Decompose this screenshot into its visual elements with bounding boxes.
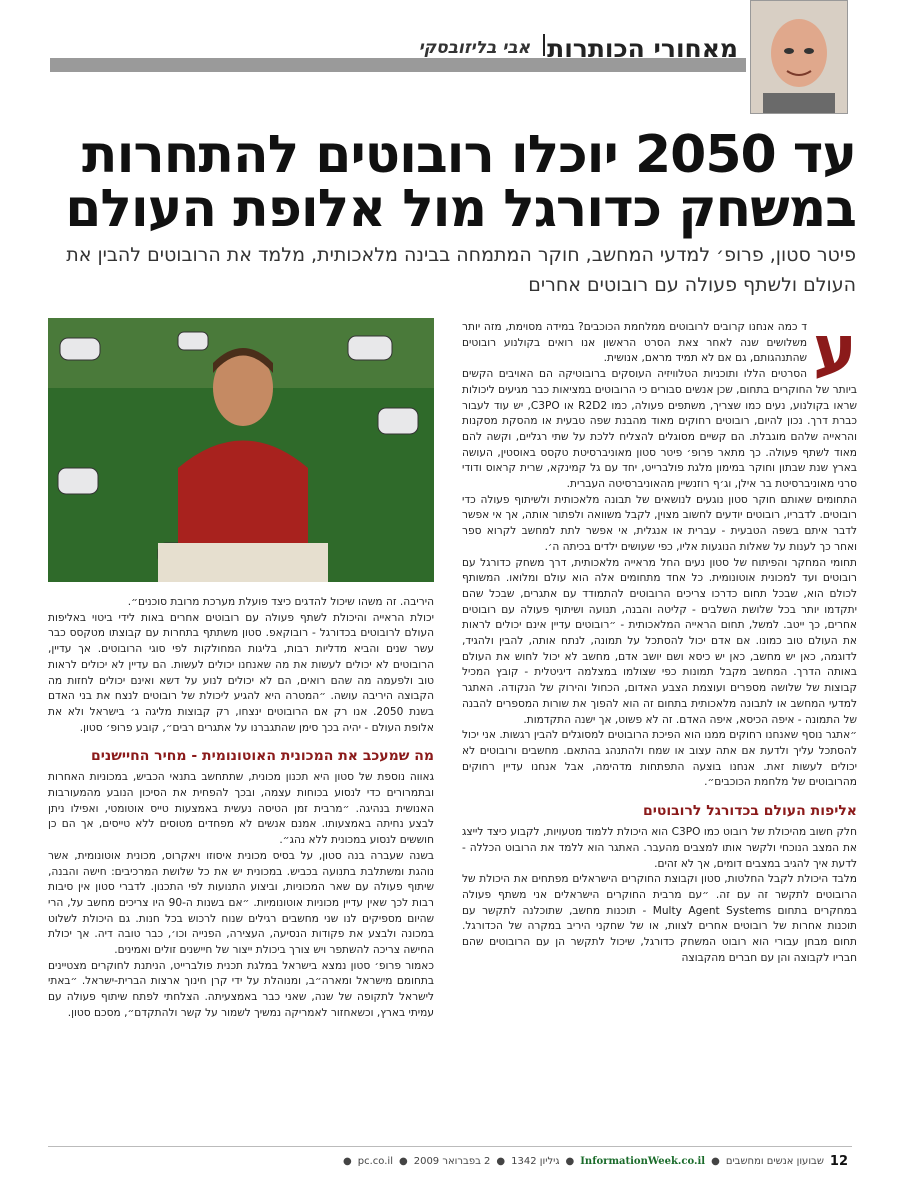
paragraph: כאמור פרופ׳ סטון נמצא בישראל במלגת תכנית פולברייט, הניתנת לחוקרים מצטיינים בתחומם מישראל ומארה״ב, ומנוהלת על ידי קרן חינוך ארצות הברית-ישראל. ״באתי לישראל לתקופה של שנה, שאני כבר באמצעיתה. הצלחתי לפתח שיתוף פעולה עם עמיתי בארץ, וכשאחזור לאמריקה נמשיך לשמור על קשר ולהתקדם״, מסכם סטון.: [48, 959, 434, 1019]
article-column-left: [48, 595, 434, 1022]
paragraph: התחומים שאותם חוקר סטון נוגעים לנושאים של תבונה מלאכותית ולשיתוף פעולה כדי רובוטים. לדבריו, רובוטים יודעים לחשוב מצוין, לקבל משוואה ולפתור אותה, אך אי אפשר לדבר איתם בשפה הטבעית - עברית או אנגלית, אי אפשר לתת למחשב לקרוא ספר ואחר כך לענות על שאלות הנוגעות אליו, כפי שעושים ילדים בכיתה ה׳.: [462, 493, 857, 553]
paragraph: מלבד היכולת לקבל החלטות, סטון וקבוצת החוקרים הישראלים מפתחים את היכולת של הרובוטים לתקשר זה עם זה. ״עם מרבית החוקרים הישראלים אני משתף פעולה במחקרים בתחום Multy Agent Systems - תוכנות מחשב, שתוכלנה לתקשר עם תוכנות אחרות של רובוטים אחרים לצוות, או של שחקני היריב במקרה של הכדורגל. תחום מבחן עבורי הוא רובוט המשחק כדורגל, שיכול לתקשר הן עם הרובוטים שהם חבריו לקבוצה והן עם חברים מהקבוצה: [462, 873, 857, 964]
paragraph: חלק חשוב מהיכולת של רובוט כמו C3PO הוא היכולת ללמוד מטעויות, לקבוע כיצד לייצג את המצב הנוכחי ולקשר אותו למצבים מהעבר. האתגר הוא ללמד את הרובוט הכללה - לדעת איך להגיב במצבים דומים, אך לא זהים.: [462, 826, 857, 870]
paragraph: בשנה שעברה בנה סטון, על בסיס מכונית איסוזו ויאקרוס, מכונית אוטונומית, אשר נוהגת ומשתלבת בתנועה בכביש. במכונית יש את כל שלושת המרכיבים: חישה והבנה, שיתוף פעולה עם שאר המכוניות, וביצוע התנועות לפי התכנון. לדברי סטון אין סיבות רבות לכך שאין עדיין מכוניות אוטונומיות. ״אם בשנות ה-90 היו צריכים מחשב על, הרי שהיום מספיקים לנו שני מחשבים רגילים שנוח לרכוש בכל חנות. גם היכולת לשלוט במכונה ולבצע את פקודות הנסיעה, העצירה, הפנייה וכו׳, כבר טובה דיה. אך יכולת החישה צריכה להשתפר ויש צורך ביכולת ייצור של חיישנים זולים ואמינים.: [48, 849, 434, 957]
site-url: pc.co.il: [357, 1156, 393, 1167]
paragraph: ע ד כמה אנחנו קרובים לרובוטים ממלחמת הכוכבים? במידה מסוימת, מזה יותר משלושים שנה לאחר צאת הסרט הראשון אנו רואים בקולנוע רובוטים שהתנהגותם, גם אם לא תמיד מראם, אנושית.: [462, 311, 857, 388]
section-subheading: אליפות העולם בכדורגל לרובוטים: [642, 803, 857, 820]
author-photo: [750, 0, 848, 114]
article-column-right: [461, 311, 858, 966]
site-name: InformationWeek.co.il: [580, 1156, 706, 1167]
paragraph: גאווה נוספת של סטון היא תכנון מכונית, שתתחשב בתנאי הכביש, במכוניות האחרות ובתמרורים כדי לנסוע בכוחות עצמה, ובכך להפחית את הסיכון הנובע מהמעורבות האנושית בנהיגה. ״מרבית זמן הטיסה נעשית באמצעות טייס אוטומטי, ואפילו ניתן לבצע נחיתה באמצעותו. אמנם אנשים לא מפחדים מטוסים ללא טייסים, אך הם כן חוששים לנסוע במכונית ללא נהג״.: [48, 771, 434, 847]
bullet-icon: ●: [565, 1156, 575, 1167]
bullet-icon: ●: [496, 1156, 506, 1167]
article-photo: [48, 318, 434, 582]
publication-name: שבועון אנשים ומחשבים: [725, 1156, 824, 1167]
author-name: אבי בליזובסקי: [418, 38, 530, 58]
footer-divider: [48, 1146, 852, 1147]
bullet-icon: ●: [398, 1156, 408, 1167]
subheadline: פיטר סטון, פרופ׳ למדעי המחשב, חוקר המתמחה בבינה מלאכותית, מלמד את הרובוטים להבין את העולם ולשתף פעולה עם רובוטים אחרים: [66, 244, 856, 296]
section-title: מאחורי הכותרות: [547, 34, 738, 63]
dropcap: ע: [813, 311, 857, 388]
section-subheading: מה שמעכב את המכונית האוטונומית - מחיר החיישנים: [91, 748, 434, 765]
paragraph: תחומי המחקר והפיתוח של סטון נעים החל מראייה מלאכותית, דרך משחק כדורגל עם רובוטים ועד למכונית אוטונומית. כל אחד מתחומים אלה הוא עולם ומלואו. המשותף לכולם הוא, שבכל תחום כדרכו צריכים הרובוטים להתמודד עם אתגרים, שבכל שהם יתקדמו יותר בכל שלושת השלבים - קליטה והבנה, תנועה ושיתוף פעולה עם רובוטים אחרים, כך ייטב. למשל, תחום הראייה המלאכותית - ״רובוטים עדיין אינם יכולים לראות את העולם טוב כמונו. אם אדם יכול להסתכל על תמונה, לנתח אותה, להבין ולהגיד, לדוגמה, כאן יש מחשב, כאן יש כיסא ושם יושב אדם, מחשב לא יכול לחוש את העולם באותה הדרך. המחשב מקבל תמונות כפי שצולמו במצלמה דיגיטלית - קובץ המכיל קבוצות של שלושה מספרים ועוצמת הצבע האדום, הכחול והירוק של הנקודה. האתגר למדעי המחשב או לתבונה מלאכותית בתחום זה הוא להפוך את שורות המספרים להבנה של התמונה - איפה הכיסא, איפה האדם. זה לא פשוט, אך ישנה התקדמות.: [462, 556, 857, 726]
paragraph: הסרטים הללו ותוכניות הטלוויזיה העוסקים ברובוטיקה הם האויבים הקשים ביותר של החוקרים בתחום, שכן אנשים סבורים כי הרובוטים במציאות כבר מגיעים ליכולות שראו בקולנוע, נעים כמו שצריך, משתפים פעולה, כמו R2D2 או C3PO, יש עוד לעבור כברת דרך. נכון להיום, רובוטים רחוקים מאוד מהבנת שפה טבעית או מהסקת מסקנות והראייה שלהם מוגבלת. הם קשיים מסוגלים להצליח ללכת על שתי רגליים, וקשה להם מאוד לשתף פעולה. כך מתאר פרופ׳ פיטר סטון מאוניברסיטת טקסס באוסטין, העושה בארץ שנת שבתון וחוקר במימון מלגת פולברייט, יחד עם גל קמינקא, שרית קראוס ודודי סרני מאוניברסיטת בר אילן, וג׳ף רוזנשיין מהאוניברסיטה העברית.: [461, 368, 858, 491]
issue-date: 2 בפברואר 2009: [413, 1156, 491, 1167]
paragraph: ״אתגר נוסף שאנחנו רחוקים ממנו הוא הפיכת הרובוטים למסוגלים להבין רגשות. אני יכול להסתכל עליך ולדעת אם אתה עצוב או שמח ולהתנהג בהתאם. מחשבים ורובוטים לא יכולים לעשות זאת. אנחנו בוצעה התפתחות מדהימה, אבל אנחנו עדיין רחוקים מהרובוטים של מלחמת הכוכבים״.: [462, 729, 857, 789]
issue-number: גיליון 1342: [511, 1156, 560, 1167]
paragraph: היריבה. זה משהו שיכול להדגים כיצד פועלת מערכת מרובת סוכנים״.: [127, 596, 434, 608]
bullet-icon: ●: [343, 1156, 352, 1167]
page-number: 12: [829, 1154, 848, 1169]
header-divider: [543, 34, 545, 56]
bullet-icon: ●: [711, 1156, 720, 1167]
paragraph: יכולת הראייה והיכולת לשתף פעולה עם רובוטים אחרים באות לידי ביטוי באליפות העולם לרובוטים בכדורגל - רובוקאפ. סטון משתתף בתחרות עם קבוצתו מטקסס כבר עשר שנים והביא מדליות רבות, בליגות המחולקות לפי סוגי הרובוטים. אך עדיין, הרובוטים לא יכולים לעשות את מה שאנחנו יכולים לעשות. הם עדיין לא יכולים לראות טוב ולפעמה מה שהם רואים, הם לא יכולים לנוע על דשא ואינם יכולים לחזות מה הקבוצה היריבה עושה. ״המטרה היא להגיע ליכולת של רובוטים לנצח את בני האדם בשנת 2050. אנו רק אם הרובוטים ינצחו, רק קבוצות מליגה ג׳ בישראל ולא את אלופת העולם - יהיה בכך סימן שהתגברנו על אתגרים רבים״, קובע פרופ׳ סטון.: [48, 611, 434, 734]
page-footer: [343, 1154, 848, 1169]
headline: עד 2050 יוכלו רובוטים להתחרות במשחק כדורגל מול אלופת העולם: [65, 125, 856, 239]
